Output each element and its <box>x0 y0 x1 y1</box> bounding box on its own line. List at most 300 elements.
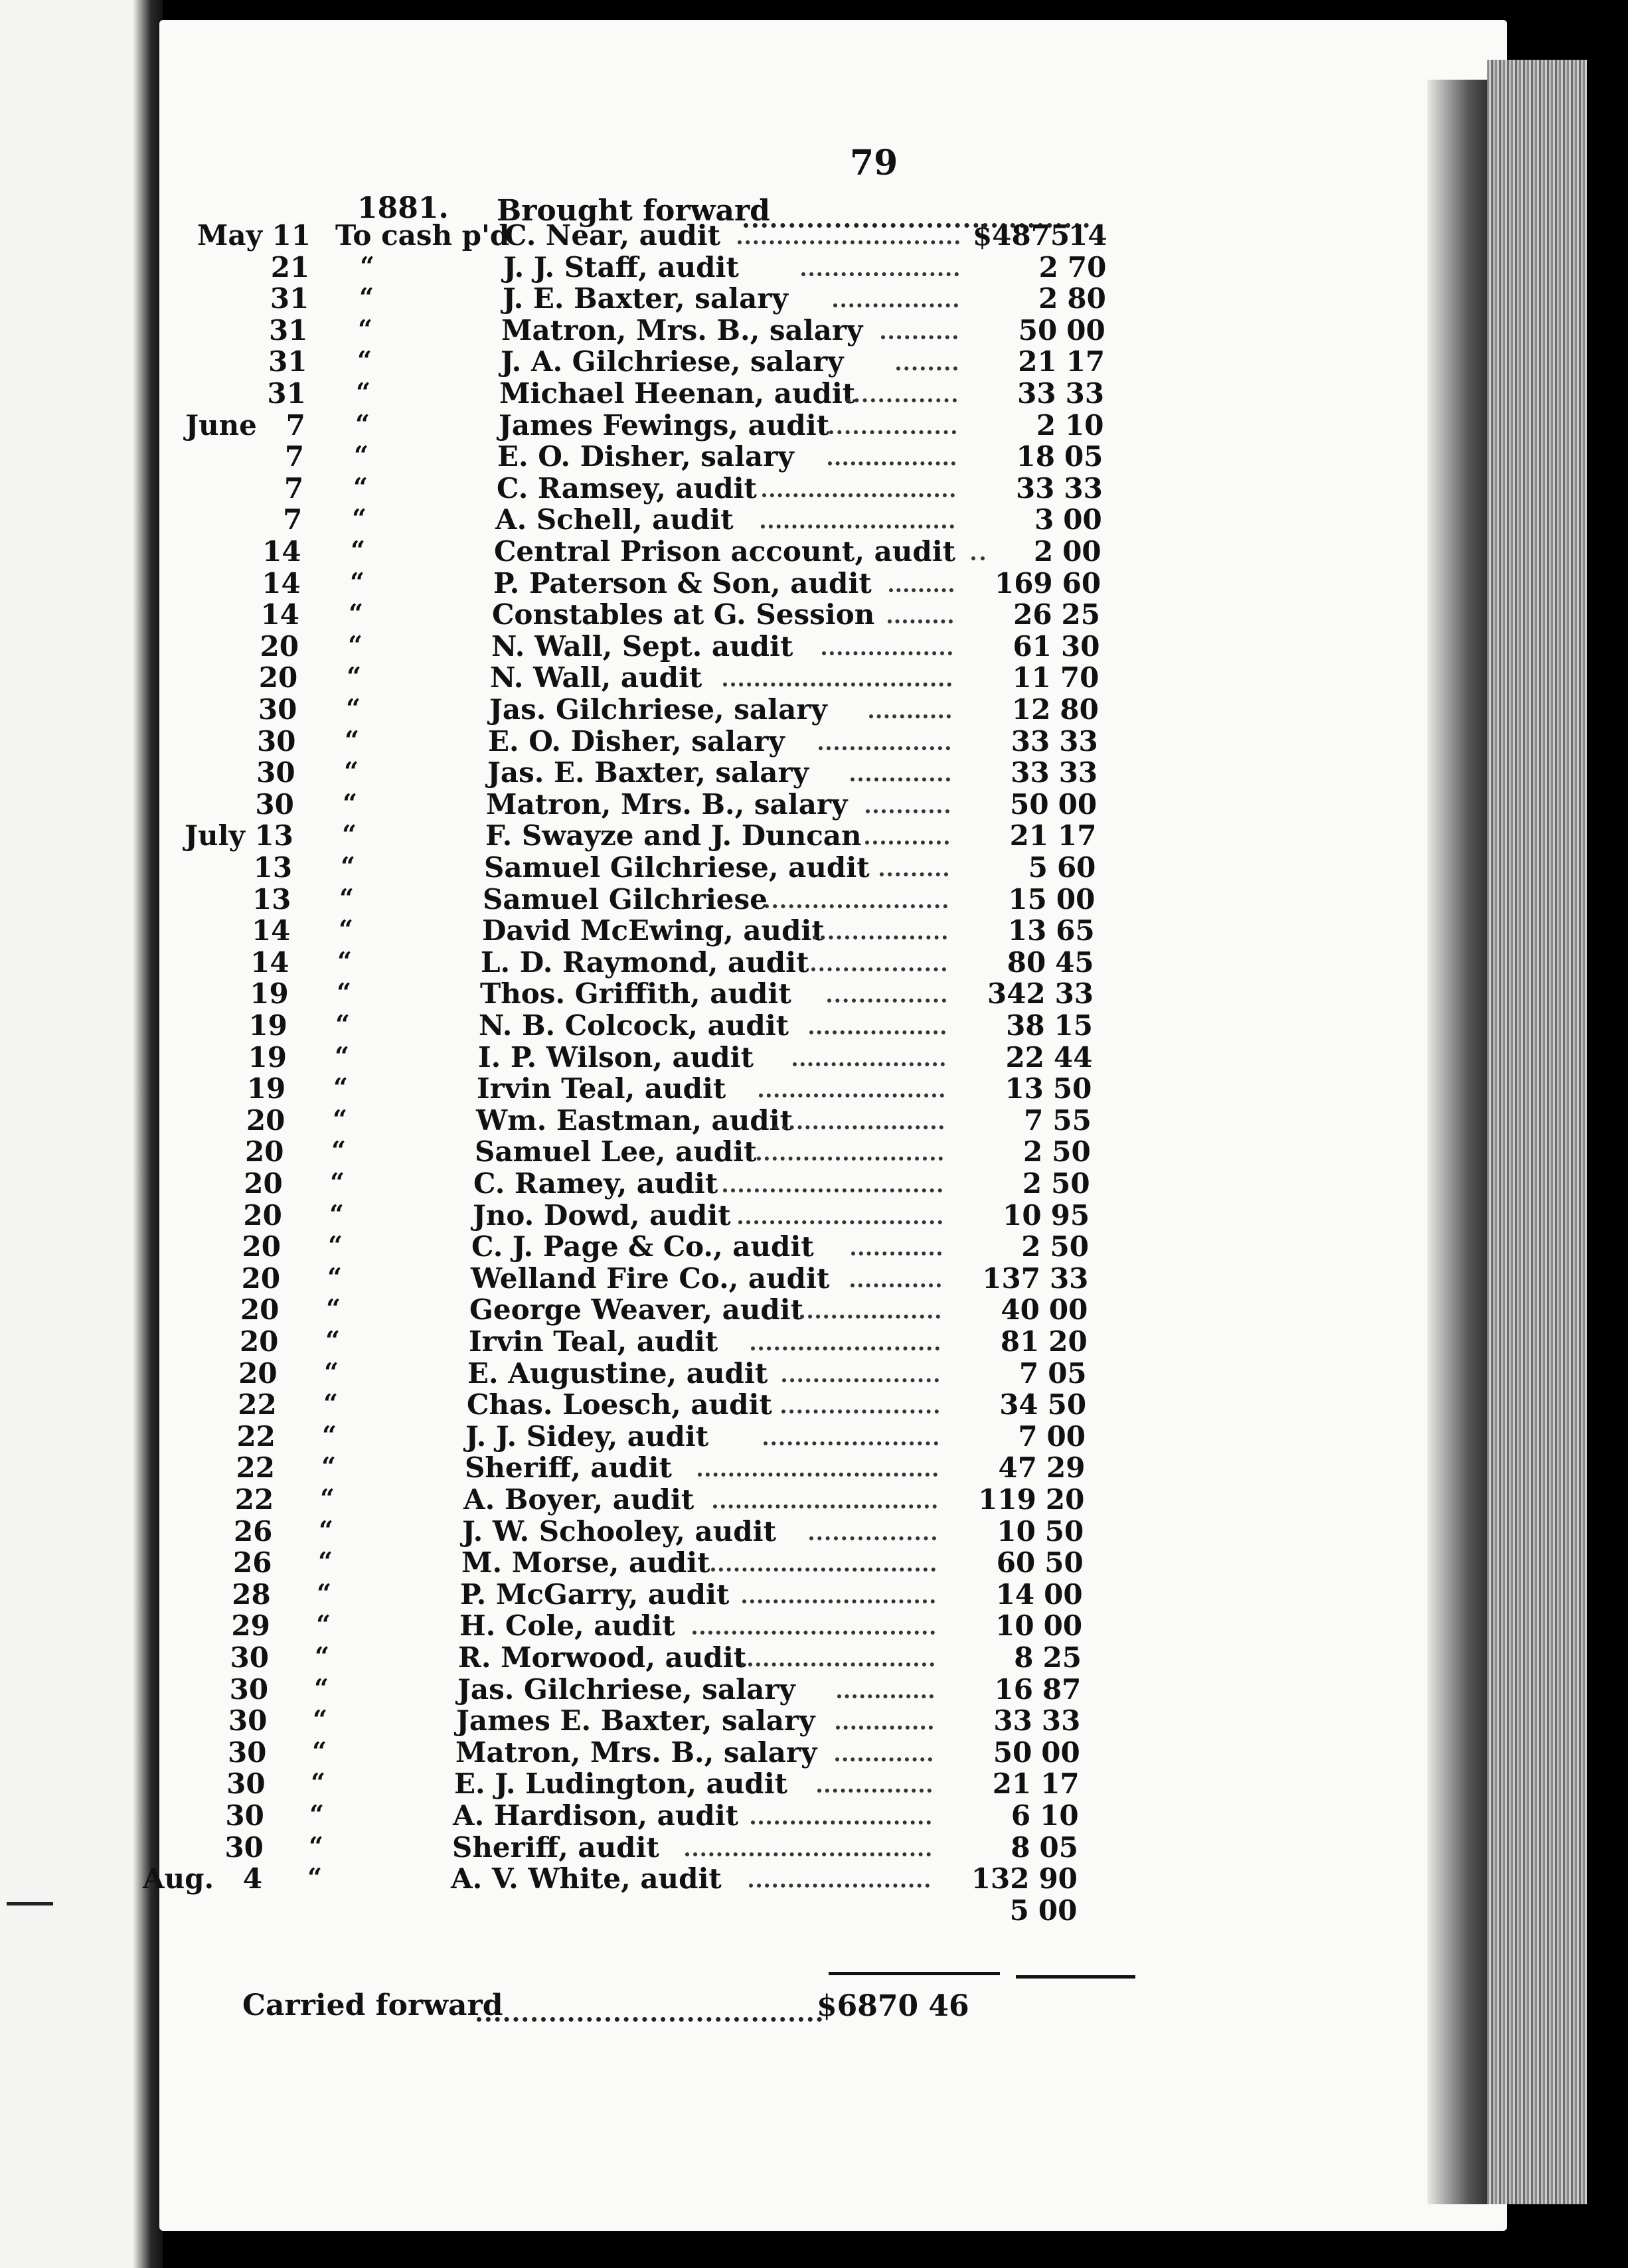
entry-description: Irvin Teal, audit <box>469 1325 718 1358</box>
entry-day: 7 <box>284 440 305 473</box>
entry-day: 20 <box>258 661 298 694</box>
ditto-mark: “ <box>321 1451 336 1482</box>
ditto-mark: “ <box>343 787 357 818</box>
entry-day: 31 <box>269 313 308 347</box>
entry-month: June <box>185 408 257 442</box>
leader-dots <box>759 1094 944 1097</box>
entry-day: 30 <box>255 787 294 821</box>
ledger-row <box>159 282 1507 314</box>
ledger-row <box>159 883 1507 915</box>
amount-cents: 00 <box>1058 787 1098 821</box>
entry-description: James Fewings, audit <box>499 408 830 442</box>
amount-dollars: 50 <box>1018 313 1058 347</box>
entry-description: Matron, Mrs. B., salary <box>501 313 863 347</box>
leader-dots <box>740 1662 934 1666</box>
leader-dots <box>869 714 951 718</box>
amount-dollars: 8 <box>1014 1641 1034 1674</box>
ledger-row <box>159 693 1507 725</box>
ledger-row <box>159 1230 1507 1262</box>
page-number: 79 <box>850 143 898 183</box>
ledger-row <box>159 345 1507 377</box>
entry-day: 7 <box>285 408 305 442</box>
ledger-row <box>159 1388 1507 1420</box>
leader-dots <box>692 1631 935 1635</box>
amount-dollars: 5 <box>1028 851 1048 884</box>
entry-day: 14 <box>262 535 301 568</box>
leader-dots <box>881 335 958 339</box>
final-amount-row <box>159 1894 1507 1926</box>
carried-forward-label: Carried forward <box>242 1988 503 2022</box>
leader-dots <box>809 1536 936 1540</box>
leader-dots <box>765 904 947 908</box>
leader-dots <box>793 1062 945 1066</box>
amount-dollars: 60 <box>996 1546 1036 1580</box>
ditto-mark: “ <box>322 1419 337 1450</box>
book-gutter <box>133 0 163 2268</box>
entry-description: L. D. Raymond, audit <box>481 945 809 979</box>
amount-cents: 15 <box>1054 1009 1093 1042</box>
entry-day: 19 <box>248 1040 287 1074</box>
amount-dollars: 16 <box>994 1672 1033 1706</box>
amount-cents: 50 <box>1047 1388 1087 1421</box>
ledger-row <box>159 1104 1507 1136</box>
entry-description: J. E. Baxter, salary <box>503 282 788 315</box>
leader-dots <box>847 398 957 402</box>
amount-cents: 87 <box>1042 1672 1082 1706</box>
ledger-row <box>159 661 1507 693</box>
amount-dollars: 11 <box>1012 661 1051 694</box>
ledger-row <box>159 1546 1507 1578</box>
entry-description: J. W. Schooley, audit <box>462 1514 776 1548</box>
amount-dollars: 10 <box>995 1609 1034 1643</box>
ditto-mark: “ <box>333 1103 347 1134</box>
leader-dots <box>751 1821 931 1824</box>
entry-day: 30 <box>227 1736 267 1769</box>
entry-day: 22 <box>236 1419 276 1453</box>
entry-description: C. J. Page & Co., audit <box>471 1230 814 1263</box>
entry-description: A. Boyer, audit <box>463 1483 694 1516</box>
ledger-row <box>159 1609 1507 1641</box>
amount-cents: 25 <box>1042 1641 1082 1674</box>
amount-cents: 33 <box>1064 471 1103 505</box>
amount-cents: 50 <box>1051 1167 1090 1200</box>
amount-cents: 70 <box>1060 661 1099 694</box>
ledger-row <box>159 1293 1507 1325</box>
ledger-row <box>159 219 1507 251</box>
leader-dots <box>774 1125 943 1129</box>
entry-day: 20 <box>245 1135 284 1169</box>
entry-description: Jno. Dowd, audit <box>473 1198 731 1232</box>
amount-cents: 60 <box>1062 566 1101 600</box>
ditto-mark: “ <box>354 440 368 471</box>
ditto-mark: “ <box>313 1704 327 1735</box>
leader-dots <box>723 683 951 687</box>
amount-dollars: 2 <box>1033 535 1054 568</box>
leader-dots <box>685 1852 931 1856</box>
ditto-mark: “ <box>360 250 374 281</box>
brought-forward-label: Brought forward <box>497 194 770 228</box>
ditto-mark: “ <box>329 1198 344 1229</box>
leader-dots <box>811 967 946 971</box>
amount-dollars: 33 <box>1011 756 1050 789</box>
ledger-row <box>159 630 1507 662</box>
ledger-row <box>159 1420 1507 1452</box>
amount-cents: 33 <box>1065 377 1105 410</box>
entry-day: 22 <box>236 1451 275 1485</box>
amount-dollars: 50 <box>1010 787 1049 821</box>
leader-dots <box>800 1315 940 1319</box>
leader-dots <box>822 651 952 655</box>
ditto-mark: “ <box>333 1072 348 1103</box>
entry-day: 14 <box>250 945 289 979</box>
amount-dollars: 2 <box>1022 1167 1042 1200</box>
page-edge-shadow <box>1427 80 1487 2204</box>
amount-dollars: 13 <box>1007 914 1047 947</box>
ledger-row <box>159 1041 1507 1073</box>
ditto-mark: “ <box>331 1135 346 1166</box>
leader-dots <box>764 1441 938 1445</box>
amount-dollars: 169 <box>994 566 1053 600</box>
leader-dots <box>817 1789 932 1793</box>
ditto-mark: “ <box>325 1325 340 1355</box>
leader-dots <box>749 1884 930 1888</box>
entry-day: 20 <box>238 1356 278 1390</box>
amount-cents: 29 <box>1046 1451 1086 1485</box>
entry-day: 30 <box>258 693 297 726</box>
amount-dollars: 40 <box>1001 1293 1040 1327</box>
amount-cents: 10 <box>1065 408 1104 442</box>
entry-day: 26 <box>233 1514 273 1548</box>
amount-dollars: 15 <box>1008 882 1047 916</box>
amount-cents: 45 <box>1055 945 1094 979</box>
entry-description: M. Morse, audit <box>461 1546 710 1580</box>
ledger-row <box>159 1325 1507 1357</box>
amount-cents: 05 <box>1064 440 1103 473</box>
total-rule-left <box>829 1972 1000 1975</box>
ditto-mark: “ <box>337 945 352 976</box>
ditto-mark: “ <box>307 1862 322 1893</box>
entry-day: 20 <box>243 1198 282 1232</box>
ledger-row <box>159 1072 1507 1104</box>
entry-day: 20 <box>240 1293 280 1327</box>
amount-cents: 33 <box>1049 1261 1089 1295</box>
amount-dollars: 7 <box>1024 1103 1044 1137</box>
ditto-mark: “ <box>317 1578 331 1608</box>
entry-description: I. P. Wilson, audit <box>478 1040 754 1074</box>
amount-cents: 20 <box>1045 1483 1085 1516</box>
amount-cents: 00 <box>1048 1293 1088 1327</box>
entry-day: 19 <box>246 1072 286 1105</box>
entry-day: 21 <box>270 250 310 284</box>
ledger-row <box>159 819 1507 851</box>
leader-dots <box>751 1346 940 1350</box>
entry-day: 30 <box>257 724 296 758</box>
ledger-row <box>159 1357 1507 1389</box>
entry-description: George Weaver, audit <box>469 1293 804 1327</box>
entry-description: Jas. Gilchriese, salary <box>489 693 827 726</box>
amount-cents: 05 <box>1048 1356 1087 1390</box>
ledger-row <box>159 1135 1507 1167</box>
ditto-mark: “ <box>351 535 365 565</box>
amount-cents: 14 <box>1068 219 1107 252</box>
ledger-row <box>159 1483 1507 1515</box>
amount-cents: 80 <box>1060 693 1099 726</box>
amount-cents: 33 <box>1059 724 1098 758</box>
leader-dots <box>809 1030 945 1034</box>
ditto-mark: “ <box>323 1388 338 1419</box>
amount-cents: 20 <box>1048 1325 1088 1358</box>
amount-dollars: 2 <box>1038 250 1058 284</box>
entry-day: 13 <box>253 851 293 884</box>
leader-dots <box>762 493 955 497</box>
amount-dollars: 14 <box>995 1578 1035 1611</box>
amount-dollars: 38 <box>1006 1009 1045 1042</box>
amount-cents: 50 <box>1050 1230 1089 1263</box>
amount-cents: 90 <box>1038 1862 1078 1896</box>
entry-description: Thos. Griffith, audit <box>480 977 791 1011</box>
amount-dollars: 33 <box>1017 377 1056 410</box>
amount-dollars: 2 <box>1021 1230 1041 1263</box>
amount-dollars: 2 <box>1023 1135 1043 1169</box>
amount-cents: 17 <box>1066 345 1105 378</box>
ditto-mark: “ <box>320 1483 335 1513</box>
entry-day: 13 <box>254 819 293 852</box>
leader-dots <box>738 1220 942 1224</box>
leader-dots <box>888 619 953 623</box>
entry-description: C. Near, audit <box>505 219 721 252</box>
amount-dollars: 18 <box>1016 440 1055 473</box>
ledger-row <box>159 440 1507 472</box>
entry-description: A. Schell, audit <box>495 503 734 536</box>
entry-day: 11 <box>272 219 311 252</box>
total-rule-right <box>1016 1975 1135 1979</box>
entry-day: 19 <box>248 1009 287 1042</box>
ditto-mark: “ <box>327 1261 342 1292</box>
ledger-row <box>159 851 1507 883</box>
ledger-row <box>159 503 1507 535</box>
entry-description: E. J. Ludington, audit <box>454 1767 788 1801</box>
amount-cents: 60 <box>1056 851 1096 884</box>
entry-day: 30 <box>229 1672 269 1706</box>
amount-cents: 50 <box>1044 1514 1084 1548</box>
entry-day: 14 <box>262 566 301 600</box>
entry-description: Samuel Gilchriese <box>483 882 768 916</box>
entry-description: Sheriff, audit <box>452 1830 659 1864</box>
ditto-mark: “ <box>342 819 357 850</box>
entry-description: Matron, Mrs. B., salary <box>455 1736 817 1769</box>
leader-dots <box>851 1283 941 1287</box>
entry-day: 7 <box>283 503 303 536</box>
leader-dots <box>801 272 959 276</box>
carried-forward-amount: $6870 46 <box>817 1989 969 2023</box>
entry-description: Constables at G. Session <box>492 598 875 631</box>
leader-dots <box>713 1504 937 1508</box>
ditto-mark: “ <box>309 1799 324 1829</box>
amount-dollars: 7 <box>1018 1419 1038 1453</box>
amount-cents: 44 <box>1054 1040 1093 1074</box>
entry-description: James E. Baxter, salary <box>456 1704 815 1738</box>
ledger-row <box>159 409 1507 441</box>
amount-cents: 80 <box>1067 282 1106 315</box>
ledger-row <box>159 1199 1507 1231</box>
leader-dots <box>827 999 946 1003</box>
ditto-mark: “ <box>328 1230 343 1261</box>
ditto-mark: “ <box>309 1830 323 1861</box>
entry-day: 30 <box>225 1799 264 1832</box>
entry-day: 30 <box>226 1767 266 1801</box>
amount-cents: 00 <box>1041 1736 1080 1769</box>
ledger-row <box>159 1451 1507 1483</box>
ditto-mark: “ <box>341 851 355 881</box>
amount-dollars: 10 <box>997 1514 1036 1548</box>
ditto-mark: “ <box>349 598 363 629</box>
ledger-row <box>159 725 1507 757</box>
entry-description: Sheriff, audit <box>465 1451 672 1485</box>
entry-description: Jas. Gilchriese, salary <box>457 1672 795 1706</box>
entry-description: N. Wall, audit <box>490 661 702 694</box>
ditto-mark: “ <box>337 977 351 1008</box>
ditto-mark: “ <box>358 313 372 344</box>
amount-dollars: 21 <box>1009 819 1049 852</box>
leader-dots <box>835 1757 933 1761</box>
amount-cents: 00 <box>1046 1419 1086 1453</box>
entry-day: 14 <box>260 598 299 631</box>
entry-description: R. Morwood, audit <box>458 1641 747 1674</box>
entry-day: 26 <box>233 1546 272 1580</box>
amount-dollars: 2 <box>1038 282 1058 315</box>
amount-cents: 00 <box>1056 882 1096 916</box>
amount-dollars: 50 <box>993 1736 1032 1769</box>
ledger-row <box>159 251 1507 283</box>
entry-day: 4 <box>242 1862 263 1896</box>
ledger-row <box>159 946 1507 978</box>
entry-day: 31 <box>268 345 307 378</box>
ledger-row <box>159 314 1507 346</box>
entry-description: Wm. Eastman, audit <box>476 1103 793 1137</box>
entry-description: H. Cole, audit <box>459 1609 675 1643</box>
leader-dots <box>761 525 954 528</box>
ditto-mark: “ <box>359 282 374 313</box>
leader-dots <box>851 777 950 781</box>
leader-dots <box>880 872 948 876</box>
entry-description: J. J. Staff, audit <box>503 250 739 284</box>
ditto-mark: “ <box>350 566 365 597</box>
leader-dots <box>742 1599 936 1603</box>
entry-description: A. Hardison, audit <box>453 1799 739 1832</box>
ledger-row <box>159 567 1507 599</box>
ditto-mark: “ <box>339 914 353 945</box>
entry-description: P. Paterson & Son, audit <box>493 566 872 600</box>
leader-dots <box>781 1410 939 1414</box>
leader-dots <box>829 430 956 434</box>
book-page-edges <box>1487 60 1587 2204</box>
amount-cents: 00 <box>1062 535 1101 568</box>
ditto-mark: “ <box>335 1009 350 1039</box>
ledger-row <box>159 1009 1507 1041</box>
entry-description: Samuel Gilchriese, audit <box>484 851 870 884</box>
entry-description: Irvin Teal, audit <box>477 1072 726 1105</box>
amount-dollars: 80 <box>1007 945 1046 979</box>
leader-dots <box>828 461 955 465</box>
final-amount-cents: 00 <box>1038 1894 1078 1927</box>
amount-cents: 00 <box>1063 503 1102 536</box>
margin-dash <box>7 1902 53 1905</box>
amount-dollars: $4875 <box>973 219 1070 252</box>
entry-description: Jas. E. Baxter, salary <box>487 756 809 789</box>
entry-description: E. O. Disher, salary <box>488 724 785 758</box>
entry-day: 22 <box>234 1483 274 1516</box>
amount-cents: 95 <box>1050 1198 1090 1232</box>
entry-day: 30 <box>224 1830 264 1864</box>
amount-dollars: 22 <box>1005 1040 1044 1074</box>
amount-dollars: 61 <box>1013 629 1052 663</box>
amount-dollars: 8 <box>1011 1830 1030 1864</box>
entry-day: 29 <box>231 1609 270 1643</box>
entry-description: J. A. Gilchriese, salary <box>501 345 844 378</box>
entry-day: 28 <box>232 1578 271 1611</box>
amount-dollars: 21 <box>992 1767 1032 1801</box>
amount-dollars: 342 <box>987 977 1046 1011</box>
ledger-row <box>159 472 1507 504</box>
amount-dollars: 6 <box>1011 1799 1031 1832</box>
entry-day: 20 <box>244 1167 283 1200</box>
amount-dollars: 13 <box>1005 1072 1044 1105</box>
entry-description: David McEwing, audit <box>482 914 825 947</box>
ditto-mark: “ <box>345 724 359 755</box>
amount-cents: 17 <box>1058 819 1097 852</box>
ledger-row <box>159 598 1507 630</box>
left-facing-page <box>0 0 143 2268</box>
amount-dollars: 132 <box>971 1862 1030 1896</box>
ditto-mark: “ <box>312 1736 327 1766</box>
ditto-mark: “ <box>316 1609 331 1640</box>
amount-dollars: 3 <box>1034 503 1054 536</box>
amount-cents: 05 <box>1039 1830 1078 1864</box>
entry-day: 22 <box>238 1388 277 1421</box>
entry-description: C. Ramey, audit <box>473 1167 718 1200</box>
ledger-row <box>159 1673 1507 1705</box>
amount-dollars: 81 <box>1000 1325 1040 1358</box>
ditto-mark: “ <box>346 693 361 723</box>
entry-description: Central Prison account, audit <box>494 535 956 568</box>
amount-cents: 55 <box>1052 1103 1092 1137</box>
leader-dots <box>833 303 958 307</box>
ledger-row <box>159 1641 1507 1673</box>
entry-month: May <box>197 219 262 252</box>
entry-day: 20 <box>260 629 299 663</box>
entry-day: 14 <box>251 914 291 947</box>
amount-cents: 00 <box>1043 1609 1083 1643</box>
amount-cents: 50 <box>1052 1072 1092 1105</box>
ledger-row <box>159 756 1507 788</box>
amount-cents: 33 <box>1041 1704 1081 1738</box>
entry-description: C. Ramsey, audit <box>497 471 757 505</box>
leader-dots <box>698 1473 937 1477</box>
entry-month: Aug. <box>142 1862 214 1896</box>
entry-description: E. O. Disher, salary <box>497 440 794 473</box>
entry-day: 13 <box>252 882 291 916</box>
ledger-page <box>142 20 1507 2231</box>
amount-dollars: 26 <box>1013 598 1052 631</box>
entry-description: E. Augustine, audit <box>467 1356 768 1390</box>
carried-forward-dots <box>477 2017 822 2022</box>
ledger-row <box>159 1262 1507 1294</box>
ledger-row <box>159 377 1507 409</box>
entry-month: July <box>185 819 245 852</box>
amount-cents: 30 <box>1061 629 1100 663</box>
entry-description: A. V. White, audit <box>451 1862 722 1896</box>
ditto-mark: “ <box>311 1767 325 1798</box>
